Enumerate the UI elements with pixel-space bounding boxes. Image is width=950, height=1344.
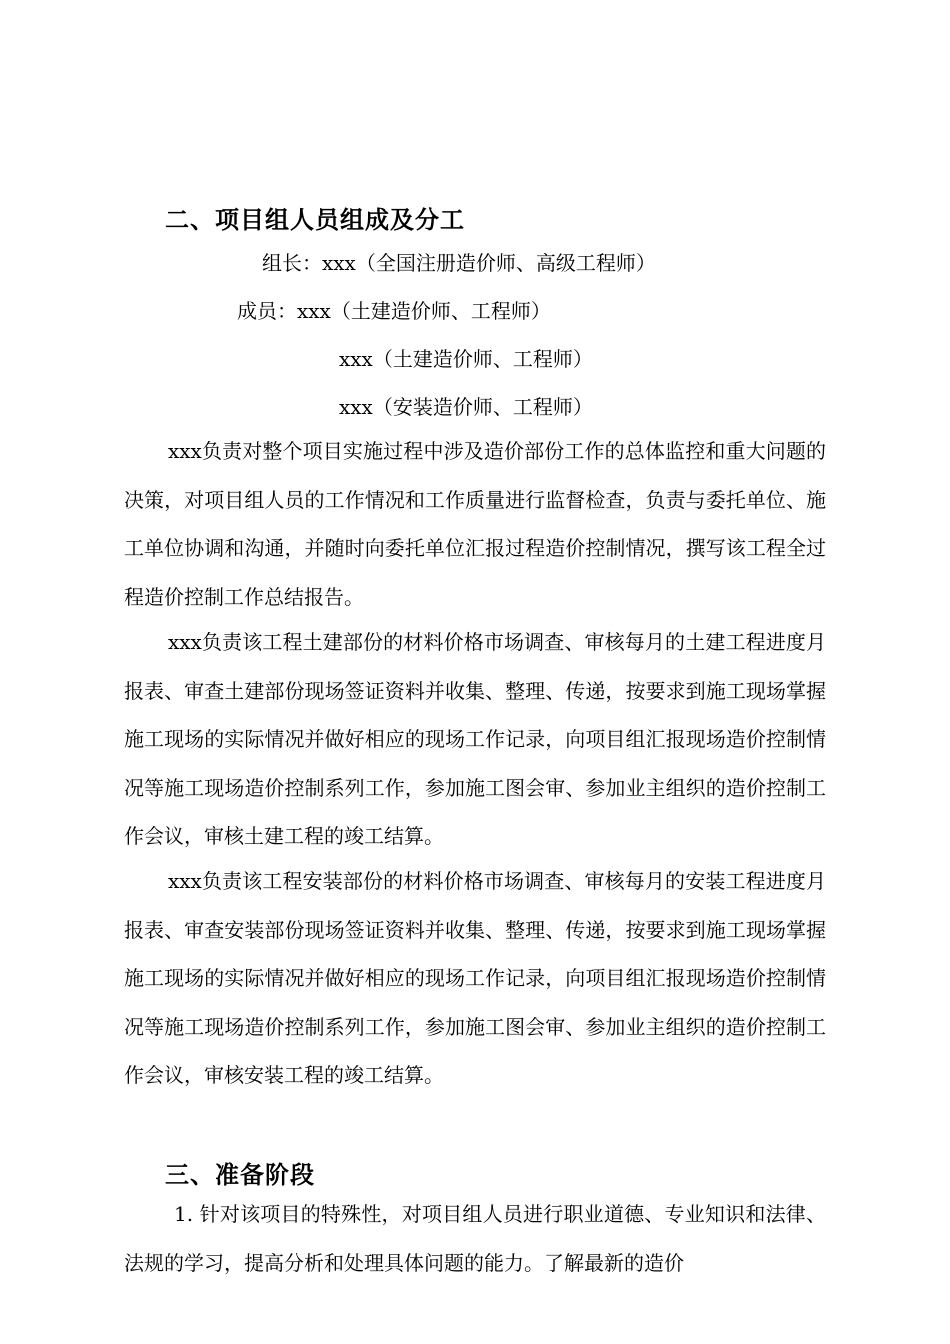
- team-member-line-1: 成员：xxx（土建造价师、工程师）: [237, 299, 551, 323]
- duty-paragraph-leader: xxx负责对整个项目实施过程中涉及造价部份工作的总体监控和重大问题的决策，对项目组人员的工作情况和工作质量进行监督检查，负责与委托单位、施工单位协调和沟通，并随时向委托单位汇报过程造价控制情况，撰写该工程全过程造价控制工作总结报告。: [124, 439, 826, 609]
- team-member-line-2: xxx（土建造价师、工程师）: [339, 347, 593, 371]
- team-leader-line: 组长：xxx（全国注册造价师、高级工程师）: [262, 251, 656, 275]
- preparation-paragraph-1: 1. 针对该项目的特殊性，对项目组人员进行职业道德、专业知识和法律、法规的学习，提高分析和处理具体问题的能力。了解最新的造价: [124, 1202, 826, 1275]
- duty-paragraph-civil: xxx负责该工程土建部份的材料价格市场调查、审核每月的土建工程进度月报表、审查土建部份现场签证资料并收集、整理、传递，按要求到施工现场掌握施工现场的实际情况并做好相应的现场工作记录，向项目组汇报现场造价控制情况等施工现场造价控制系列工作，参加施工图会审、参加业主组织的造价控制工作会议，审核土建工程的竣工结算。: [124, 630, 826, 848]
- section-heading-team: 二、项目组人员组成及分工: [165, 205, 465, 234]
- team-member-line-3: xxx（安装造价师、工程师）: [339, 395, 593, 419]
- duty-paragraph-installation: xxx负责该工程安装部份的材料价格市场调查、审核每月的安装工程进度月报表、审查安装部份现场签证资料并收集、整理、传递，按要求到施工现场掌握施工现场的实际情况并做好相应的现场工作记录，向项目组汇报现场造价控制情况等施工现场造价控制系列工作，参加施工图会审、参加业主组织的造价控制工作会议，审核安装工程的竣工结算。: [124, 869, 826, 1087]
- section-heading-preparation: 三、准备阶段: [165, 1160, 315, 1189]
